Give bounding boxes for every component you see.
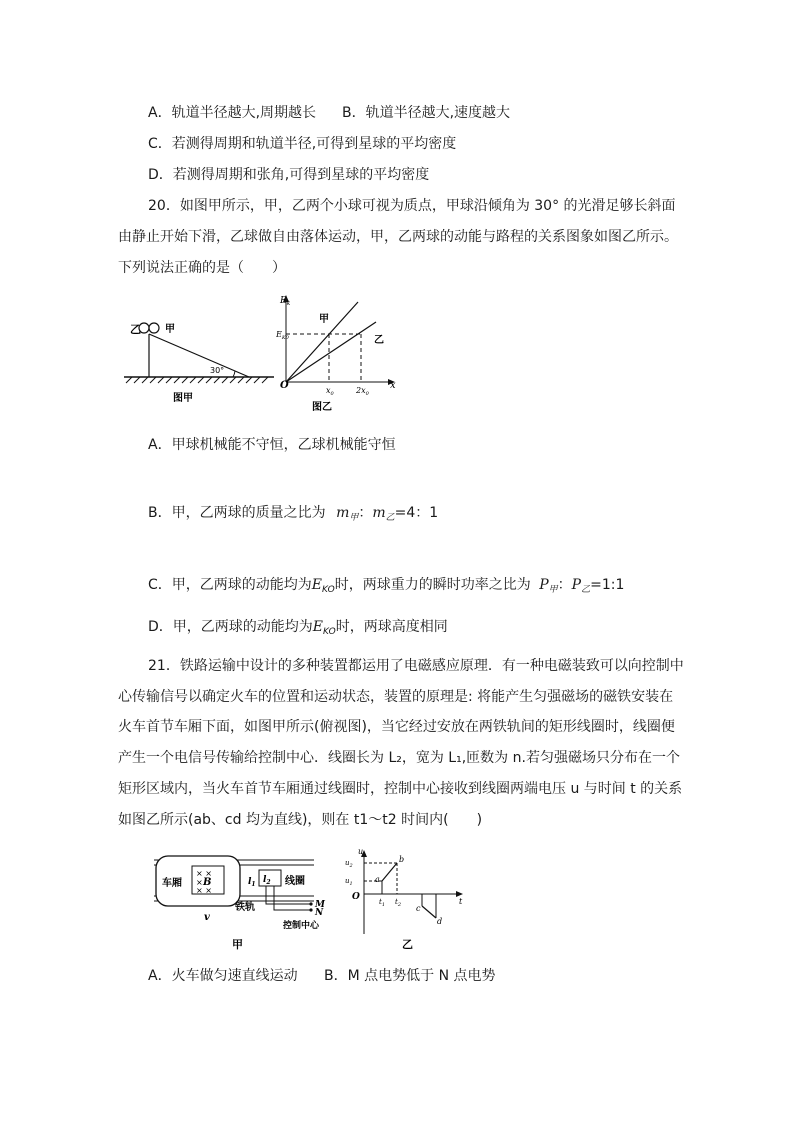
q19-option-c: C．若测得周期和轨道半径,可得到星球的平均密度: [148, 136, 457, 152]
figure-caption: 图甲: [173, 393, 193, 404]
coil-label: 线圈: [285, 876, 305, 887]
angle-arc: [233, 371, 235, 377]
line-label-jia: 甲: [319, 314, 329, 325]
q21-stem-line-4: 产生一个电信号传输给控制中心．线圈长为 L₂，宽为 L₁,匝数为 n.若匀强磁场只分布在一个: [118, 750, 680, 766]
y-axis-label: $E_k$: [280, 296, 291, 307]
q21-figure-jia: [142, 848, 332, 952]
u1-label: $u_1$: [345, 877, 353, 887]
ground-hatch: [126, 377, 268, 383]
q21-stem-line-3: 火车首节车厢下面，如图甲所示(俯视图)，当它经过安放在两铁轨间的矩形线圈时，线圈便: [118, 719, 675, 735]
segment-ab: [382, 863, 397, 881]
velocity-label: v: [204, 912, 210, 923]
incline-slope: [149, 334, 249, 377]
origin-label: O: [352, 892, 360, 902]
x0-tick-label: $x_0$: [326, 386, 334, 397]
wire-n: [274, 886, 310, 910]
q21-option-b: B．M 点电势低于 N 点电势: [324, 968, 496, 984]
q20-option-c: C．甲，乙两球的动能均为$E_{KO}$时，两球重力的瞬时功率之比为 $P_甲$：$P_乙=1:1$: [148, 577, 625, 595]
q19-option-a: A．轨道半径越大,周期越长: [148, 105, 317, 121]
terminal-m-label: M: [315, 900, 325, 910]
q21-stem-line-1: 21．铁路运输中设计的多种装置都运用了电磁感应原理．有一种电磁装致可以向控制中: [148, 658, 684, 674]
q20-option-d: D．甲，乙两球的动能均为$E_{KO}$时，两球高度相同: [148, 619, 448, 637]
coil-l1-label: $l_1$: [248, 877, 256, 888]
svg-text:× ×: × ×: [196, 886, 212, 895]
q21-stem-line-2: 心传输信号以确定火车的位置和运动状态，装置的原理是: 将能产生匀强磁场的磁铁安装在: [118, 689, 674, 705]
q20-figure-jia: [118, 312, 278, 412]
rail-label: 铁轨: [235, 902, 255, 913]
ball-jia: [149, 323, 159, 333]
svg-text:× ×: × ×: [196, 869, 212, 878]
line-yi: [286, 322, 376, 382]
u2-label: $u_2$: [345, 859, 353, 869]
q21-option-a: A．火车做匀速直线运动: [148, 968, 298, 984]
ball-label-yi: 乙: [130, 323, 141, 336]
q20-stem-line-3: 下列说法正确的是（ ）: [118, 260, 286, 276]
ek0-tick-label: $E_{K0}$: [276, 330, 289, 341]
point-b-label: b: [399, 855, 405, 864]
q21-figure-yi: [342, 848, 470, 952]
t-axis-label: t: [459, 897, 463, 906]
q21-stem-line-5: 矩形区域内，当火车首节车厢通过线圈时，控制中心接收到线圈两端电压 u 与时间 t 的关系: [118, 781, 683, 797]
figure-caption: 图乙: [312, 402, 332, 413]
car-label: 车厢: [162, 878, 182, 889]
figure-caption: 乙: [402, 938, 413, 951]
x-axis-label: x: [390, 380, 396, 391]
control-center-label: 控制中心: [283, 921, 320, 931]
svg-text:×: ×: [196, 878, 203, 887]
u-axis-label: u: [358, 848, 364, 856]
segment-cd: [422, 906, 436, 918]
q20-option-a: A．甲球机械能不守恒，乙球机械能守恒: [148, 437, 396, 453]
2x0-tick-label: $2x_0$: [356, 386, 369, 397]
q20-option-b: B．甲，乙两球的质量之比为 $m_甲$：$m_乙=4$：1: [148, 505, 439, 523]
q19-option-b: B．轨道半径越大,速度越大: [342, 105, 511, 121]
q20-stem-line-1: 20．如图甲所示，甲，乙两个小球可视为质点，甲球沿倾角为 30° 的光滑足够长斜面: [148, 198, 676, 214]
figure-caption: 甲: [232, 938, 243, 951]
angle-label: 30°: [210, 366, 225, 375]
q20-stem-line-2: 由静止开始下滑，乙球做自由落体运动，甲，乙两球的动能与路程的关系图象如图乙所示。: [118, 229, 678, 245]
point-c-label: c: [416, 904, 421, 913]
origin-label: O: [280, 380, 289, 391]
point-d-label: d: [437, 917, 443, 926]
t1-label: $t_1$: [379, 898, 386, 908]
q19-option-d: D．若测得周期和张角,可得到星球的平均密度: [148, 167, 430, 183]
point-a-label: a: [375, 875, 380, 884]
terminal-n-label: N: [315, 908, 324, 918]
line-label-yi: 乙: [374, 335, 384, 346]
q20-figure-yi: [276, 292, 406, 416]
q21-stem-line-6: 如图乙所示(ab、cd 均为直线)，则在 t1～t2 时间内( ): [118, 812, 483, 828]
field-b-label: B: [203, 877, 212, 888]
coil-l2-label: $l_2$: [263, 875, 271, 886]
ball-label-jia: 甲: [165, 324, 175, 335]
t2-label: $t_2$: [395, 898, 402, 908]
